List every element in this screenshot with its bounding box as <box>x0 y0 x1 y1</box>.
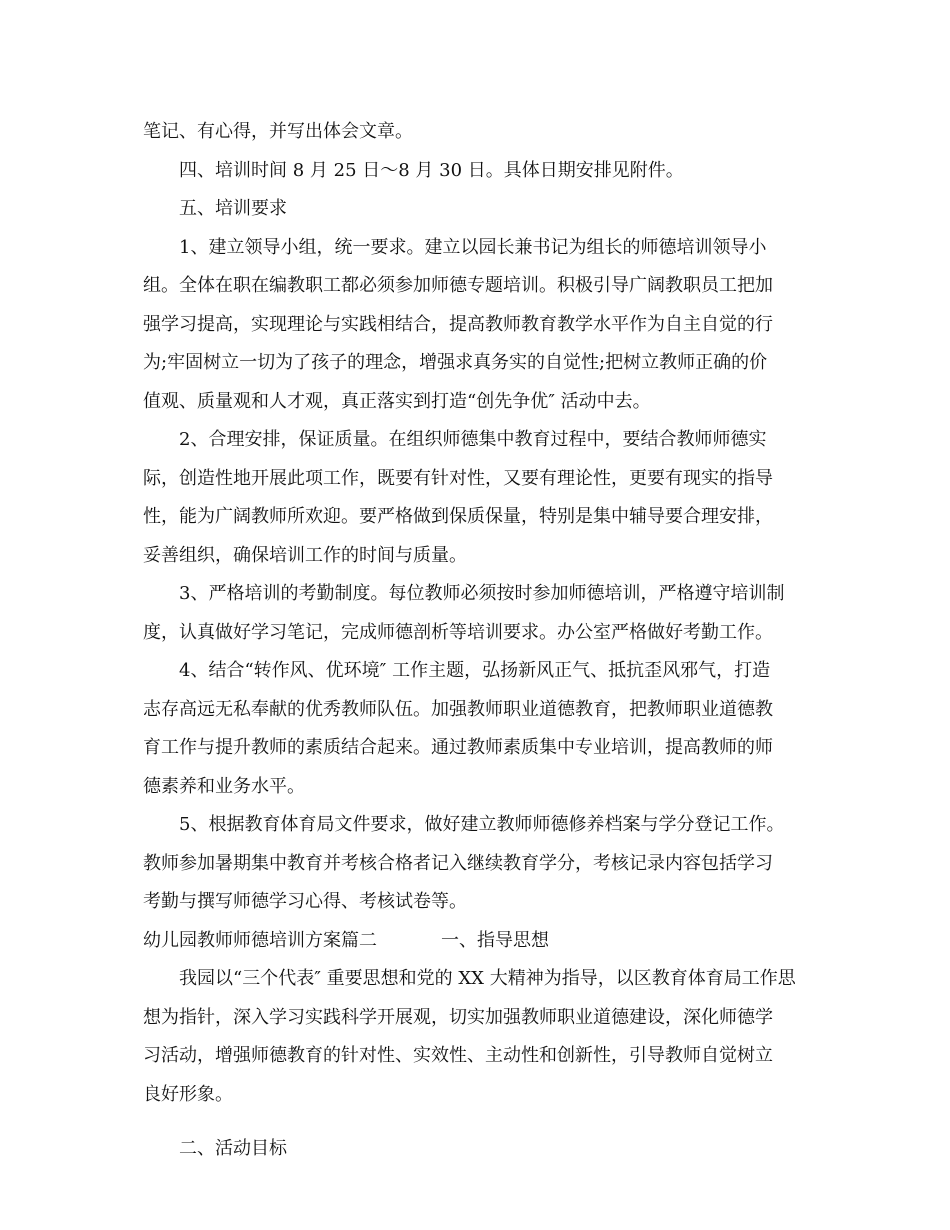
paragraph-line: 德素养和业务水平。 <box>143 775 305 797</box>
intro-line: 笔记、有心得，并写出体会文章。 <box>143 121 413 142</box>
paragraph-line: 志存高远无私奉献的优秀教师队伍。加强教师职业道德教育，把教师职业道德教 <box>143 698 773 720</box>
paragraph-line: 组。全体在职在编教职工都必须参加师德专题培训。积极引导广阔教职员工把加 <box>143 275 773 296</box>
requirement-2-paragraph <box>143 421 814 575</box>
section-2-title: 幼儿园教师师德培训方案篇二 <box>143 929 377 951</box>
requirement-5-paragraph <box>143 806 814 922</box>
paragraph-line: 考勤与撰写师德学习心得、考核试卷等。 <box>143 891 467 912</box>
guiding-ideology-heading: 一、指导思想 <box>441 929 549 951</box>
item-5-heading: 五、培训要求 <box>179 198 287 219</box>
paragraph-line: 育工作与提升教师的素质结合起来。通过教师素质集中专业培训，提高教师的师 <box>143 737 773 758</box>
requirement-1-paragraph <box>143 229 814 422</box>
paragraph-line: 想为指针，深入学习实践科学开展观，切实加强教师职业道德建设，深化师德学 <box>143 1006 773 1028</box>
paragraph-line: 性，能为广阔教师所欢迎。要严格做到保质保量，特别是集中辅导要合理安排， <box>143 506 773 527</box>
paragraph-line: 我园以“三个代表″ 重要思想和党的 XX 大精神为指导，以区教育体育局工作思 <box>179 968 796 989</box>
paragraph-line: 5、根据教育体育局文件要求，做好建立教师师德修养档案与学分登记工作。 <box>179 814 785 835</box>
paragraph-line: 3、严格培训的考勤制度。每位教师必须按时参加师德培训，严格遵守培训制 <box>179 583 785 604</box>
paragraph-line: 4、结合“转作风、优环境″ 工作主题，弘扬新风正气、抵抗歪风邪气，打造 <box>179 660 771 681</box>
paragraph-line: 际，创造性地开展此项工作，既要有针对性，又要有理论性，更要有现实的指导 <box>143 467 773 489</box>
guiding-ideology-paragraph <box>143 960 814 1114</box>
item-4-training-time: 四、培训时间 8 月 25 日～8 月 30 日。具体日期安排见附件。 <box>179 159 684 181</box>
activity-goals-heading: 二、活动目标 <box>179 1138 287 1159</box>
paragraph-line: 教师参加暑期集中教育并考核合格者记入继续教育学分，考核记录内容包括学习 <box>143 852 773 874</box>
requirement-4-paragraph <box>143 652 814 806</box>
requirement-3-paragraph <box>143 575 814 652</box>
paragraph-line: 习活动，增强师德教育的针对性、实效性、主动性和创新性，引导教师自觉树立 <box>143 1045 773 1066</box>
paragraph-line: 1、建立领导小组，统一要求。建立以园长兼书记为组长的师德培训领导小 <box>179 236 767 258</box>
paragraph-line: 2、合理安排，保证质量。在组织师德集中教育过程中，要结合教师师德实 <box>179 429 767 450</box>
paragraph-line: 值观、质量观和人才观，真正落实到打造“创先争优″ 活动中去。 <box>143 390 651 412</box>
paragraph-line: 为;牢固树立一切为了孩子的理念，增强求真务实的自觉性;把树立教师正确的价 <box>143 352 768 373</box>
paragraph-line: 良好形象。 <box>143 1083 233 1105</box>
section-2-title-line <box>143 922 814 961</box>
paragraph-line: 妥善组织，确保培训工作的时间与质量。 <box>143 544 467 566</box>
paragraph-line: 强学习提高，实现理论与实践相结合，提高教师教育教学水平作为自主自觉的行 <box>143 313 773 335</box>
paragraph-line: 度，认真做好学习笔记，完成师德剖析等培训要求。办公室严格做好考勤工作。 <box>143 621 773 643</box>
